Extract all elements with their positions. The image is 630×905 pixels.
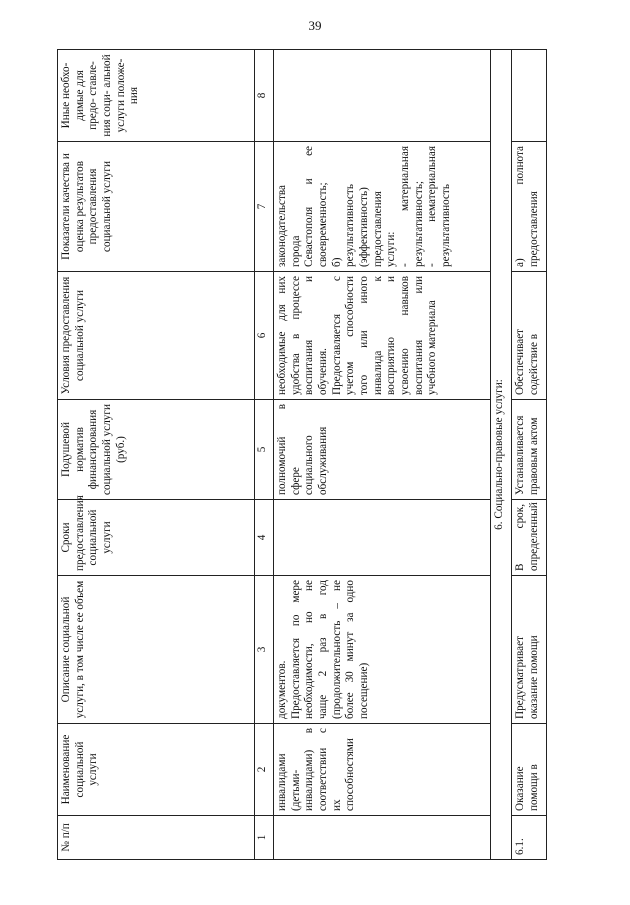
- header-quality: Показатели качества и оценка результатов предоставления социальной услуги: [58, 142, 255, 272]
- cell-description: [512, 576, 547, 724]
- cell-service-name: [274, 724, 491, 816]
- cell-text-line: - нематериальная: [426, 146, 439, 267]
- cell-text-line: результативность;: [412, 180, 425, 267]
- cell-text-line: посещение): [357, 662, 370, 719]
- cell-text-line: города: [289, 235, 302, 267]
- cell-other: [512, 50, 547, 142]
- cell-terms: [512, 500, 547, 576]
- cell-text-line: обслуживания: [316, 426, 329, 495]
- cell-text-line: законодательства: [276, 185, 288, 267]
- table-row-6-1: [512, 50, 547, 860]
- cell-text-line: предоставления: [371, 191, 384, 267]
- cell-text-line: (эффективность): [357, 187, 370, 267]
- column-number: 2: [255, 724, 274, 816]
- cell-text-line: (детьми-: [289, 769, 302, 811]
- cell-text-line: результативность: [344, 184, 357, 267]
- cell-text-line: помощи в: [527, 764, 540, 811]
- column-number: 1: [255, 816, 274, 860]
- cell-text-line: Предоставляется с: [330, 276, 343, 395]
- header-other: Иные необхо- димые для предо- ставле- ния соци- альной услуги положе- ния: [58, 50, 255, 142]
- cell-text-line: Обеспечивает: [514, 328, 526, 395]
- cell-text-line: предоставления: [527, 191, 540, 267]
- cell-text-line: учетом способности: [344, 276, 357, 395]
- cell-financing: [512, 400, 547, 500]
- cell-text-line: содействие в: [527, 333, 540, 395]
- cell-text-line: более 30 минут за одно: [344, 580, 357, 719]
- cell-text-line: б): [330, 257, 343, 267]
- rotated-table-container: [57, 50, 567, 860]
- cell-number: 6.1.: [512, 816, 547, 860]
- cell-text-line: Оказание: [514, 766, 526, 811]
- cell-text-line: инвалидами) в: [303, 728, 316, 811]
- cell-text-line: Предусматривает: [514, 636, 526, 719]
- cell-text-line: а) полнота: [514, 146, 526, 267]
- cell-terms: [274, 500, 491, 576]
- cell-text-line: полномочий в: [276, 404, 288, 495]
- cell-text-line: удобства в процессе: [289, 276, 302, 395]
- cell-text-line: В срок,: [514, 504, 526, 571]
- cell-other: [274, 50, 491, 142]
- cell-text-line: усвоению навыков: [398, 276, 411, 395]
- cell-financing: [274, 400, 491, 500]
- cell-text-line: способностями: [344, 738, 357, 811]
- section-title: 6. Социально-правовые услуги:: [491, 50, 512, 860]
- cell-text-line: соответствии с: [316, 728, 329, 811]
- cell-text-line: их: [330, 799, 343, 811]
- cell-text-line: сфере: [289, 467, 302, 495]
- cell-text-line: услуги:: [385, 231, 398, 267]
- table-row-continued: [274, 50, 491, 860]
- cell-quality: [274, 142, 491, 272]
- cell-conditions: [512, 272, 547, 400]
- cell-text-line: восприятию и: [385, 276, 398, 395]
- cell-text-line: учебного материала: [426, 300, 439, 395]
- cell-conditions: [274, 272, 491, 400]
- header-terms: Сроки предоставления социальной услуги: [58, 500, 255, 576]
- cell-text-line: обучения.: [316, 348, 329, 395]
- services-table: [57, 49, 547, 860]
- page-number: 39: [308, 18, 322, 33]
- cell-text-line: чаще 2 раз в год: [316, 580, 329, 719]
- header-financing: Подушевой норматив финансирования социальной услуги (руб.): [58, 400, 255, 500]
- cell-text-line: результативность: [439, 184, 452, 267]
- cell-quality: [512, 142, 547, 272]
- cell-text-line: воспитания или: [412, 276, 425, 395]
- cell-text-line: документов.: [276, 660, 288, 719]
- column-number-row: [255, 50, 274, 860]
- cell-number: [274, 816, 491, 860]
- header-conditions: Условия предоставления социальной услуги: [58, 272, 255, 400]
- cell-text-line: необходимости, но не: [303, 580, 316, 719]
- column-number: 6: [255, 272, 274, 400]
- cell-text-line: своевременность;: [316, 182, 329, 267]
- cell-text-line: инвалида к: [371, 276, 384, 395]
- cell-service-name: [512, 724, 547, 816]
- header-row: [58, 50, 255, 860]
- header-service-name: Наименование социальной услуги: [58, 724, 255, 816]
- column-number: 7: [255, 142, 274, 272]
- cell-text-line: правовым актом: [527, 417, 540, 495]
- cell-text-line: определенный: [527, 502, 540, 571]
- column-number: 8: [255, 50, 274, 142]
- cell-text-line: (продолжительность – не: [330, 580, 343, 719]
- cell-text-line: воспитания и: [303, 276, 316, 395]
- cell-text-line: оказание помощи: [527, 635, 540, 719]
- cell-text-line: инвалидами: [276, 753, 288, 811]
- cell-text-line: - материальная: [398, 146, 411, 267]
- header-description: Описание социальной услуги, в том числе ее объем: [58, 576, 255, 724]
- cell-text-line: Устанавливается: [514, 415, 526, 495]
- cell-text-line: Предоставляется по мере: [289, 580, 302, 719]
- section-row: [491, 50, 512, 860]
- cell-description: [274, 576, 491, 724]
- column-number: 5: [255, 400, 274, 500]
- column-number: 3: [255, 576, 274, 724]
- cell-text-line: того или иного: [357, 276, 370, 395]
- cell-text-line: Севастополя и ее: [303, 146, 316, 267]
- header-number: № п/п: [58, 816, 255, 860]
- cell-text-line: социального: [303, 435, 316, 495]
- cell-text-line: необходимые для них: [276, 276, 288, 395]
- column-number: 4: [255, 500, 274, 576]
